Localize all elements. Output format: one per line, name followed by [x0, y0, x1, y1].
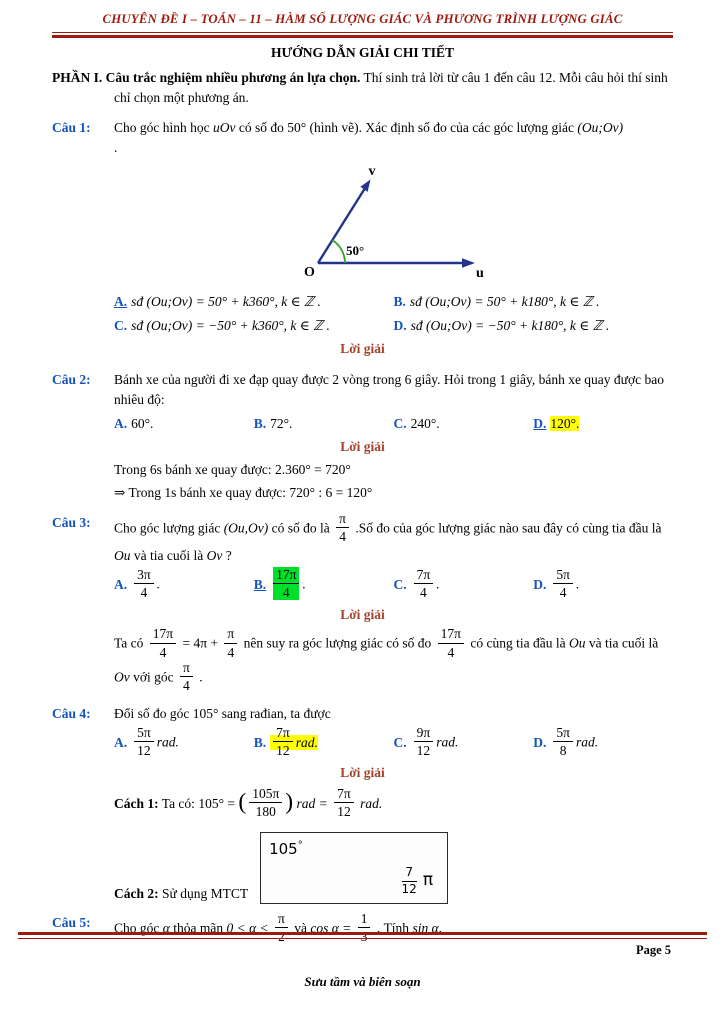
answer-option-d: [533, 727, 673, 760]
q1-options-row-2: [114, 316, 673, 336]
q3-sol-text-3: có cùng tia đầu là: [470, 636, 566, 652]
q5-math-ineq: 0 < α <: [226, 920, 269, 936]
header-divider: [52, 32, 673, 38]
q2-solution-line-2: ⇒ Trong 1s bánh xe quay được: 720° : 6 = 120°: [114, 485, 373, 501]
fraction: [134, 567, 154, 600]
option-suffix: rad.: [295, 734, 318, 750]
section-title: HƯỚNG DẪN GIẢI CHI TIẾT: [270, 45, 455, 60]
answer-option-a: [114, 414, 254, 434]
frac-den: 12: [416, 743, 431, 759]
frac-num: π: [180, 660, 193, 677]
frac-den: 4: [447, 644, 455, 660]
q3-sol-eq: = 4π +: [182, 636, 219, 652]
solution-heading: Lời giải: [340, 438, 385, 454]
q3-options-row: [114, 566, 673, 602]
fraction: [150, 626, 176, 659]
question-4-body: [114, 704, 673, 904]
option-suffix: .: [302, 576, 306, 592]
option-suffix: .: [575, 576, 580, 592]
q5-text-1: Cho góc: [114, 920, 160, 936]
question-2-body: [114, 370, 673, 504]
angle-figure: [288, 163, 493, 283]
q3-math-ou: Ou: [114, 547, 131, 563]
option-letter: A.: [114, 294, 128, 310]
question-4-text: Đổi số đo góc 105° sang rađian, ta được: [114, 705, 331, 721]
option-text: 72°.: [270, 415, 293, 431]
q3-sol-text-2: nên suy ra góc lượng giác có số đo: [243, 636, 432, 652]
option-letter: C.: [393, 734, 407, 750]
q4-options-row: [114, 727, 673, 760]
q5-math-cos: cos α =: [310, 920, 352, 936]
frac-num: 7π: [414, 567, 434, 584]
option-letter: C.: [114, 317, 128, 333]
option-text: sđ (Ou;Ov) = −50° + k360°, k ∈ ℤ .: [131, 317, 330, 333]
frac-den: 180: [255, 803, 276, 819]
option-suffix: rad.: [156, 734, 179, 750]
method-2-desc: Sử dụng MTCT: [162, 885, 249, 901]
fraction: [249, 786, 282, 819]
q4-method-2: [114, 832, 673, 904]
option-letter: C.: [393, 415, 407, 431]
answer-option-d: [533, 414, 673, 434]
frac-den: 12: [401, 881, 417, 896]
frac-num: 17π: [438, 626, 464, 643]
frac-num: 5π: [553, 725, 573, 742]
answer-option-a: [114, 292, 394, 312]
q3-sol-text-5: với góc: [133, 669, 174, 685]
question-1-body: [114, 118, 673, 362]
q3-sol-math-ou: Ou: [568, 636, 586, 652]
q3-text-4: và tia cuối là: [133, 547, 204, 563]
fraction: [180, 660, 193, 693]
figure-v-label: v: [368, 164, 376, 179]
method-1-label: Cách 1:: [114, 795, 159, 811]
answer-option-d: [533, 566, 673, 602]
frac-num: 7: [402, 866, 417, 881]
q5-text-2: thỏa mãn: [173, 920, 224, 936]
footer-divider: [18, 932, 707, 939]
q3-sol-text-4: và tia cuối là: [588, 636, 659, 652]
part-bold-text: Câu trắc nghiệm nhiều phương án lựa chọn.: [105, 70, 361, 85]
option-letter: A.: [114, 576, 128, 592]
frac-den: 12: [276, 743, 290, 759]
frac-num: π: [224, 626, 237, 643]
frac-den: 2: [278, 929, 285, 945]
fraction: [553, 567, 573, 600]
frac-den: 4: [159, 644, 167, 660]
q4-sol-eq-1: 105° =: [198, 795, 235, 811]
calculator-result: [399, 866, 434, 896]
right-paren: ): [285, 788, 294, 815]
frac-den: 3: [360, 929, 368, 945]
fraction: [414, 725, 434, 758]
frac-den: 12: [337, 803, 351, 819]
option-letter: B.: [253, 734, 267, 750]
q3-sol-math-ov: Ov: [114, 669, 130, 685]
calculator-screen: [260, 832, 448, 904]
frac-den: 4: [183, 677, 190, 693]
q3-text-3: .Số đo của góc lượng giác nào sau đây có cùng tia đầu là: [355, 520, 662, 536]
question-1-label: Câu 1:: [52, 119, 91, 135]
calculator-input: [269, 838, 303, 861]
q5-text-4: . Tính: [376, 920, 410, 936]
calc-input-value: 105: [269, 840, 298, 859]
part-heading: [52, 68, 673, 109]
option-text: 240°.: [410, 415, 440, 431]
answer-option-a: [114, 727, 254, 760]
fraction: [334, 786, 354, 819]
answer-option-c: [394, 727, 534, 760]
option-text: sđ (Ou;Ov) = 50° + k180°, k ∈ ℤ .: [409, 294, 600, 310]
fraction: [273, 725, 293, 758]
answer-option-b: [254, 414, 394, 434]
q3-text-2: có số đo là: [271, 520, 330, 536]
q4-sol-text: Ta có:: [161, 795, 195, 811]
solution-heading: Lời giải: [340, 607, 385, 623]
q3-sol-text-6: .: [199, 669, 203, 685]
q5-math-sin: sin α: [412, 920, 439, 936]
option-letter: D.: [533, 734, 547, 750]
q3-text-1: Cho góc lượng giác: [114, 520, 221, 536]
fraction: [336, 511, 349, 544]
angle-arc: [332, 240, 345, 263]
q5-math-alpha: α: [162, 920, 170, 936]
frac-num: π: [275, 911, 288, 928]
question-3: [52, 510, 673, 695]
question-3-text: [114, 510, 673, 566]
answer-option-b: [394, 292, 674, 312]
option-suffix: .: [156, 576, 161, 592]
fraction: [414, 567, 434, 600]
fraction: [402, 866, 417, 896]
answer-option-b: [253, 566, 394, 602]
frac-den: 12: [137, 743, 151, 759]
question-2-text: Bánh xe của người đi xe đạp quay được 2 vòng trong 6 giây. Hỏi trong 1 giây, bánh xe quay được bao nhiêu độ:: [114, 372, 664, 408]
fraction: [134, 725, 154, 758]
frac-den: 4: [339, 528, 346, 544]
frac-num: 3π: [134, 567, 154, 584]
question-1: [52, 118, 673, 362]
footer-note: Sưu tầm và biên soạn: [304, 974, 421, 989]
option-letter: B.: [393, 294, 406, 310]
pi-symbol: π: [422, 870, 434, 891]
ray-v-arrowhead: [360, 180, 370, 192]
question-5-label: Câu 5:: [52, 915, 91, 931]
question-2: [52, 370, 673, 504]
answer-option-c: [393, 566, 534, 602]
angle-figure-wrap: [288, 163, 673, 289]
q2-options-row: [114, 414, 673, 434]
part-normal-text: Thí sinh trả lời từ câu 1 đến câu 12. Mỗi câu hỏi thí sinh chỉ chọn một phương án.: [114, 70, 668, 106]
q1-text-2: có số đo 50° (hình vẽ). Xác định số đo của các góc lượng giác: [238, 119, 575, 135]
answer-option-d: [394, 316, 674, 336]
question-3-label: Câu 3:: [52, 514, 91, 530]
q1-math-pair: (Ou;Ov): [577, 119, 624, 135]
document-title: CHUYÊN ĐỀ I – TOÁN – 11 – HÀM SỐ LƯỢNG GIÁC VÀ PHƯƠNG TRÌNH LƯỢNG GIÁC: [102, 12, 623, 26]
question-1-text: [114, 118, 673, 138]
option-suffix: rad.: [436, 734, 459, 750]
frac-num: 7π: [334, 786, 354, 803]
answer-option-b: [254, 727, 394, 760]
option-suffix: .: [436, 576, 440, 592]
option-letter: D.: [533, 576, 547, 592]
method-2-label: Cách 2:: [114, 885, 159, 901]
frac-num: 105π: [249, 786, 282, 803]
q1-options-row-1: [114, 292, 673, 312]
frac-num: 9π: [414, 725, 434, 742]
q3-sol-text-1: Ta có: [114, 636, 144, 652]
frac-num: 7π: [273, 725, 293, 742]
q4-sol-rad-end: rad.: [360, 795, 383, 811]
q3-text-5: ?: [225, 547, 232, 563]
option-suffix: rad.: [575, 734, 599, 750]
left-paren: (: [238, 788, 247, 815]
option-letter: A.: [114, 734, 128, 750]
frac-num: 5π: [553, 567, 573, 584]
q1-text-1: Cho góc hình học: [114, 119, 210, 135]
q4-method-1: [114, 787, 673, 822]
option-text: 60°.: [131, 415, 154, 431]
frac-den: 4: [227, 644, 235, 660]
option-text: sđ (Ou;Ov) = −50° + k180°, k ∈ ℤ .: [410, 317, 610, 333]
figure-angle-label: 50°: [346, 243, 365, 258]
q4-sol-rad-eq: rad =: [296, 795, 328, 811]
degree-symbol: °: [297, 840, 303, 852]
answer-option-c: [394, 414, 534, 434]
option-letter: A.: [114, 415, 128, 431]
q3-solution: [114, 628, 673, 694]
option-text: 120°.: [550, 415, 580, 431]
q1-math-uov: uOv: [213, 119, 236, 135]
q5-text-5: .: [438, 920, 443, 936]
question-4-label: Câu 4:: [52, 705, 91, 721]
option-letter: B.: [253, 576, 267, 592]
frac-num: π: [336, 511, 349, 528]
figure-origin-label: O: [304, 265, 315, 280]
frac-num: 17π: [273, 567, 299, 584]
frac-den: 4: [140, 585, 148, 601]
page-footer: [0, 932, 725, 990]
answer-option-c: [114, 316, 394, 336]
option-letter: D.: [393, 317, 407, 333]
question-2-label: Câu 2:: [52, 372, 91, 387]
question-4: [52, 704, 673, 904]
option-letter: D.: [533, 415, 547, 431]
question-3-body: [114, 510, 673, 695]
frac-den: 8: [559, 743, 567, 759]
q2-solution-line-1: Trong 6s bánh xe quay được: 2.360° = 720°: [114, 462, 351, 477]
answer-option-a: [114, 566, 254, 602]
fraction: [273, 567, 299, 600]
frac-num: 1: [358, 911, 371, 928]
option-text: sđ (Ou;Ov) = 50° + k360°, k ∈ ℤ .: [131, 294, 321, 310]
frac-num: 17π: [150, 626, 176, 643]
fraction: [553, 725, 573, 758]
figure-u-label: u: [476, 266, 484, 281]
q5-text-3: và: [294, 920, 307, 936]
option-letter: C.: [393, 576, 407, 592]
solution-heading: Lời giải: [340, 340, 385, 356]
option-letter: B.: [253, 415, 267, 431]
frac-den: 4: [420, 585, 427, 601]
solution-heading: Lời giải: [340, 765, 385, 781]
fraction: [438, 626, 464, 659]
frac-den: 4: [282, 585, 290, 601]
q3-math-pair: (Ou,Ov): [223, 520, 269, 536]
part-label: PHẦN I.: [52, 70, 103, 85]
frac-num: 5π: [134, 725, 154, 742]
q1-text-period: .: [114, 139, 118, 155]
q3-math-ov: Ov: [206, 547, 223, 563]
method-2-text: [114, 884, 248, 904]
page-number: Page 5: [635, 943, 671, 957]
fraction: [224, 626, 237, 659]
ray-u-arrowhead: [462, 258, 475, 268]
frac-den: 4: [559, 585, 567, 601]
